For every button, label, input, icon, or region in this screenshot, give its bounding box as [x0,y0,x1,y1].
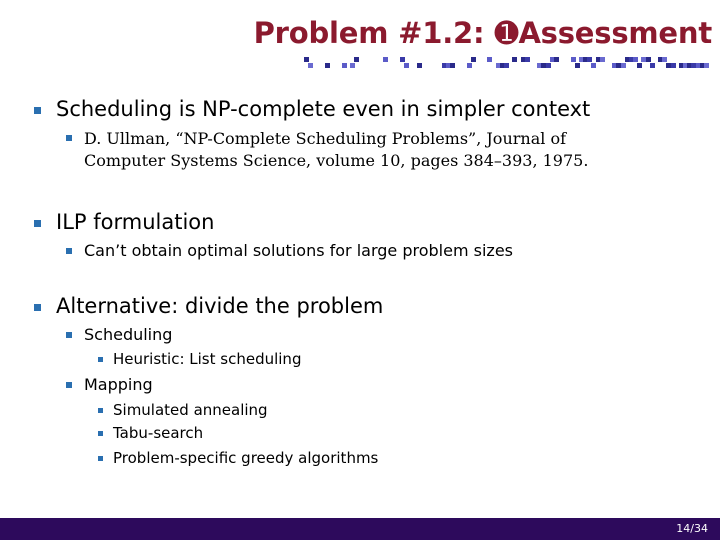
bullet-text: ILP formulation [56,210,215,234]
decorative-square [342,63,347,68]
decorative-square [404,63,409,68]
decorative-square [546,63,551,68]
title-prefix: Problem #1.2: [253,16,495,50]
decorative-square [662,57,667,62]
decorative-square [512,57,517,62]
bullet-l3-list-scheduling [98,350,301,368]
bullet-icon [66,248,72,254]
decorative-square [633,57,638,62]
footer-bar [0,518,720,540]
slide-title [254,16,712,50]
decorative-square [587,57,592,62]
decorative-square [554,57,559,62]
bullet-l2-scheduling [66,325,172,344]
bullet-l2-ullman-reference [66,128,588,172]
bullet-icon [98,456,103,461]
bullet-text: Tabu-search [113,424,204,442]
bullet-l1-ilp [34,210,214,234]
bullet-l2-mapping [66,375,153,394]
bullet-icon [66,332,72,338]
bullet-text: Alternative: divide the problem [56,294,384,318]
decorative-square [637,63,642,68]
decorative-square [383,57,388,62]
decorative-square [600,57,605,62]
decorative-square [350,63,355,68]
bullet-icon [66,382,72,388]
decorative-square [621,63,626,68]
bullet-text: Problem-specific greedy algorithms [113,449,379,467]
decorative-square [467,63,472,68]
decorative-square [487,57,492,62]
decorative-square [504,63,509,68]
bullet-icon [34,220,41,227]
reference-line-1: D. Ullman, “NP-Complete Scheduling Problems”, Journal of [84,129,566,148]
decorative-square [525,57,530,62]
page-number: 14/34 [676,522,708,535]
bullet-icon [34,304,41,311]
bullet-icon [66,135,72,141]
bullet-text: Can’t obtain optimal solutions for large problem sizes [84,241,513,260]
bullet-text: Heuristic: List scheduling [113,350,302,368]
title-suffix: Assessment [518,16,712,50]
bullet-icon [98,431,103,436]
decorative-square [575,63,580,68]
decorative-square [450,63,455,68]
bullet-icon [98,357,103,362]
bullet-text: Scheduling is NP-complete even in simpler context [56,97,591,121]
bullet-text: Mapping [84,375,153,394]
decorative-square [304,57,309,62]
decorative-square-strip [250,56,715,70]
decorative-square [325,63,330,68]
bullet-l1-alternative [34,294,383,318]
bullet-icon [34,107,41,114]
bullet-text: Simulated annealing [113,401,268,419]
bullet-l2-ilp-limitation [66,241,513,260]
bullet-text: Scheduling [84,325,173,344]
decorative-square [571,57,576,62]
reference-line-2: Computer Systems Science, volume 10, pages 384–393, 1975. [84,151,589,170]
decorative-square [400,57,405,62]
decorative-square [646,57,651,62]
bullet-l1-np-complete [34,97,590,121]
decorative-square [417,63,422,68]
decorative-square [704,63,709,68]
decorative-square [354,57,359,62]
decorative-square [591,63,596,68]
bullet-icon [98,408,103,413]
decorative-square [671,63,676,68]
decorative-square [308,63,313,68]
decorative-square [471,57,476,62]
bullet-l3-tabu-search [98,424,203,442]
numbered-circle-icon: ➊ [494,16,519,50]
bullet-l3-simulated-annealing [98,401,268,419]
bullet-l3-greedy-algorithms [98,449,378,467]
decorative-square [650,63,655,68]
